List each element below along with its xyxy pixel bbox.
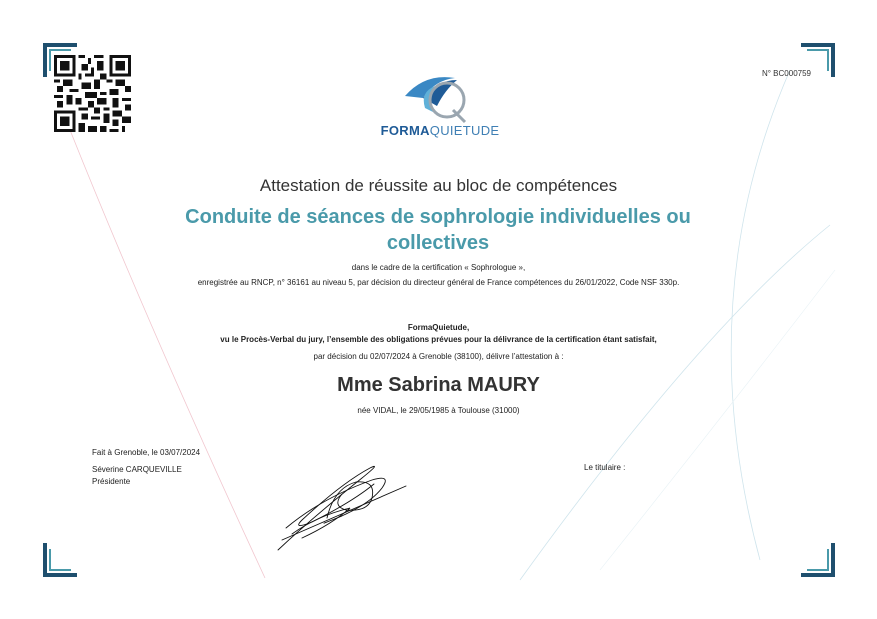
rncp-line: enregistrée au RNCP, n° 36161 au niveau 5, par décision du directeur général de France compétences du 26/01/2022, Code NSF 330p. [197,278,680,287]
corner-bottom-right [799,541,835,577]
organization-name: FormaQuietude, [407,323,470,332]
qr-code-icon[interactable] [54,55,131,132]
recipient-name: Mme Sabrina MAURY [337,374,540,396]
signatory-block [92,447,200,488]
holder-label: Le titulaire : [584,463,626,472]
certificate-number: N° BC000759 [761,69,811,78]
recipient-birth: née VIDAL, le 29/05/1985 à Toulouse (31000) [357,406,520,415]
signatory-role: Présidente [92,477,131,486]
handwritten-signature [272,458,412,553]
brand-wordmark [360,124,520,138]
brand-light: QUIETUDE [429,123,500,138]
certification-line: dans le cadre de la certification « Sophrologue », [351,263,526,272]
signatory-name: Séverine CARQUEVILLE [92,465,182,474]
certificate-title: Conduite de séances de sophrologie individuelles ou collectives [185,206,691,254]
place-date: Fait à Grenoble, le 03/07/2024 [92,448,201,457]
jury-statement: vu le Procès-Verbal du jury, l’ensemble des obligations prévues pour la délivrance de la certification étant satisfait, [220,335,657,344]
corner-bottom-left [43,541,79,577]
certificate-subtitle: Attestation de réussite au bloc de compétences [259,176,618,195]
brand-bold: FORMA [380,123,430,138]
decision-statement: par décision du 02/07/2024 à Grenoble (38100), délivre l’attestation à : [313,352,564,361]
